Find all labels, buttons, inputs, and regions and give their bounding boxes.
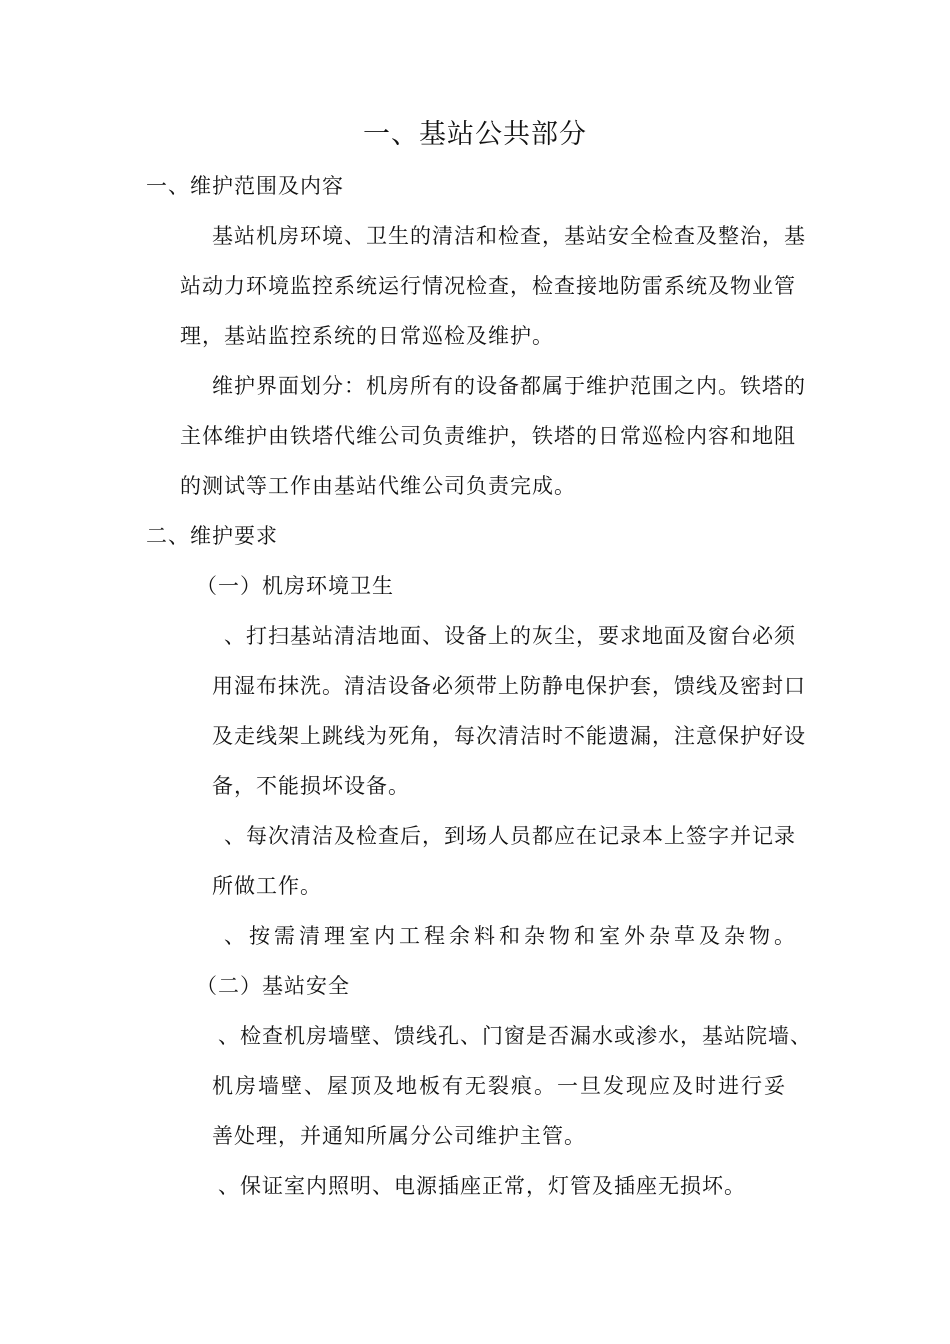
list-item-line: 、打扫基站清洁地面、设备上的灰尘，要求地面及窗台必须: [224, 624, 796, 648]
paragraph-line: 主体维护由铁塔代维公司负责维护，铁塔的日常巡检内容和地阻: [180, 424, 796, 448]
section-heading-scope: 一、维护范围及内容: [146, 174, 344, 198]
paragraph-line: 的测试等工作由基站代维公司负责完成。: [180, 474, 576, 498]
list-item-line: 机房墙壁、屋顶及地板有无裂痕。一旦发现应及时进行妥: [212, 1074, 787, 1098]
paragraph-line: 理，基站监控系统的日常巡检及维护。: [180, 324, 554, 348]
paragraph-line: 站动力环境监控系统运行情况检查，检查接地防雷系统及物业管: [180, 274, 796, 298]
list-item-line: 、每次清洁及检查后，到场人员都应在记录本上签字并记录: [224, 824, 796, 848]
list-item-line: 备，不能损坏设备。: [212, 774, 410, 798]
section-heading-requirements: 二、维护要求: [146, 524, 278, 548]
page-title: 一、基站公共部分: [363, 119, 587, 150]
list-item-line: 及走线架上跳线为死角，每次清洁时不能遗漏，注意保护好设: [212, 724, 806, 748]
list-item-line: 、保证室内照明、电源插座正常，灯管及插座无损坏。: [218, 1174, 746, 1198]
list-item-line: 用湿布抹洗。清洁设备必须带上防静电保护套，馈线及密封口: [212, 674, 806, 698]
subsection-heading-site-safety: （二）基站安全: [196, 974, 350, 998]
list-item-line: 所做工作。: [212, 874, 322, 898]
list-item-line: 善处理，并通知所属分公司维护主管。: [212, 1124, 586, 1148]
paragraph-line: 维护界面划分：机房所有的设备都属于维护范围之内。铁塔的: [212, 374, 806, 398]
list-item-line: 、按需清理室内工程余料和杂物和室外杂草及杂物。: [224, 924, 799, 948]
list-item-line: 、检查机房墙壁、馈线孔、门窗是否漏水或渗水，基站院墙、: [218, 1024, 812, 1048]
paragraph-line: 基站机房环境、卫生的清洁和检查，基站安全检查及整治，基: [212, 224, 806, 248]
subsection-heading-room-hygiene: （一）机房环境卫生: [196, 574, 394, 598]
